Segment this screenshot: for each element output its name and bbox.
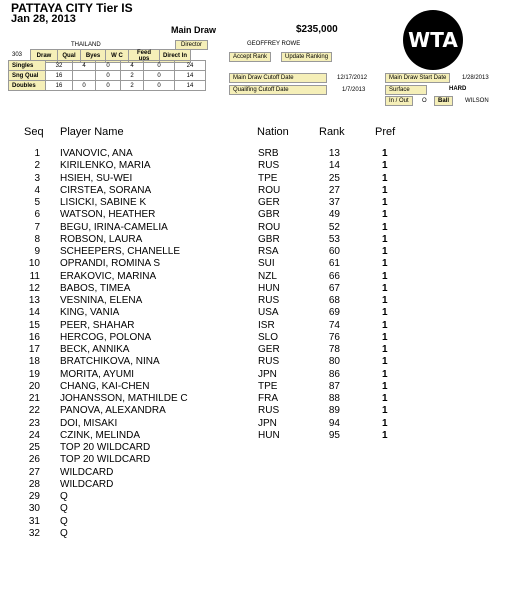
player-nation: GBR: [258, 233, 280, 245]
ball-button[interactable]: Ball: [434, 96, 453, 106]
player-pref: 1: [382, 184, 388, 196]
qual-cutoff-value: 1/7/2013: [342, 87, 366, 93]
player-seq: 17: [28, 344, 40, 355]
player-row[interactable]: [0, 185, 507, 197]
player-seq: 10: [28, 258, 40, 270]
player-name: BEGU, IRINA-CAMELIA: [60, 221, 168, 233]
player-nation: SUI: [258, 258, 275, 270]
player-name: HSIEH, SU-WEI: [60, 172, 133, 184]
draw-cell: 0: [144, 81, 175, 91]
player-rank: 95: [328, 429, 340, 441]
player-seq: 20: [28, 380, 40, 392]
start-date-value: 1/28/2013: [462, 75, 489, 81]
draw-cell: 14: [175, 81, 206, 91]
player-seq: 21: [28, 393, 40, 404]
draw-cell: 16: [46, 71, 73, 81]
player-row[interactable]: [0, 381, 507, 393]
player-nation: HUN: [258, 429, 280, 441]
player-name: BABOS, TIMEA: [60, 282, 131, 294]
draw-count-label: 303: [12, 52, 23, 58]
player-row[interactable]: [0, 258, 507, 270]
player-rank: 68: [328, 295, 340, 306]
player-seq: 13: [28, 295, 40, 306]
player-seq: 2: [34, 160, 40, 172]
player-rank: 94: [328, 417, 340, 429]
director-button[interactable]: Director: [175, 40, 208, 50]
player-seq: 8: [34, 233, 40, 245]
player-name: TOP 20 WILDCARD: [60, 442, 151, 453]
player-name: PANOVA, ALEXANDRA: [60, 405, 166, 417]
player-nation: RUS: [258, 356, 280, 368]
col-header-seq: Seq: [24, 126, 44, 138]
draw-col-qual: Qual: [58, 50, 81, 63]
player-rank: 61: [328, 258, 340, 270]
col-header-name: Player Name: [60, 126, 124, 138]
player-row[interactable]: [0, 222, 507, 234]
player-name: PEER, SHAHAR: [60, 319, 135, 331]
player-pref: 1: [382, 148, 388, 159]
player-row[interactable]: [0, 503, 507, 515]
draw-title: Main Draw: [171, 25, 217, 35]
player-rank: 69: [328, 307, 340, 319]
wta-logo: [403, 10, 463, 70]
player-nation: RSA: [258, 246, 279, 257]
player-rank: 67: [328, 282, 340, 294]
player-row[interactable]: [0, 479, 507, 491]
player-pref: 1: [382, 233, 388, 245]
player-row[interactable]: [0, 283, 507, 295]
player-row[interactable]: [0, 197, 507, 209]
draw-col-wc: W C: [106, 50, 129, 63]
player-rank: 14: [328, 160, 340, 172]
col-header-nation: Nation: [257, 126, 289, 138]
start-date-label: Main Draw Start Date: [385, 73, 450, 83]
director-name: GEOFFREY ROWE: [247, 41, 301, 47]
player-seq: 3: [34, 172, 40, 184]
player-name: MORITA, AYUMI: [60, 368, 135, 380]
player-name: HERCOG, POLONA: [60, 331, 152, 343]
player-pref: 1: [382, 282, 388, 294]
draw-cell: 32: [46, 61, 73, 71]
player-row[interactable]: [0, 160, 507, 172]
player-row[interactable]: [0, 430, 507, 442]
player-name: DOI, MISAKI: [60, 417, 118, 429]
player-seq: 31: [28, 515, 40, 527]
player-row[interactable]: [0, 442, 507, 454]
player-name: ERAKOVIC, MARINA: [60, 270, 157, 282]
ball-value: WILSON: [465, 98, 489, 104]
player-name: LISICKI, SABINE K: [60, 197, 147, 208]
player-row[interactable]: [0, 209, 507, 221]
draw-cell: 4: [73, 61, 96, 71]
player-seq: 5: [34, 197, 40, 208]
player-pref: 1: [382, 172, 388, 184]
wta-logo-text: WTA: [408, 28, 458, 52]
accept-rank-button[interactable]: Accept Rank: [229, 52, 271, 62]
player-seq: 14: [28, 307, 40, 319]
col-header-rank: Rank: [319, 126, 345, 138]
draw-cell: 0: [144, 61, 175, 71]
main-cutoff-value: 12/17/2012: [337, 75, 368, 81]
player-row[interactable]: [0, 491, 507, 503]
player-row[interactable]: [0, 344, 507, 356]
draw-cell: 0: [73, 81, 96, 91]
player-name: Q: [60, 491, 68, 502]
player-nation: FRA: [258, 393, 278, 404]
draw-cell: 16: [46, 81, 73, 91]
player-name: WATSON, HEATHER: [60, 209, 156, 221]
player-pref: 1: [382, 331, 388, 343]
player-name: CZINK, MELINDA: [60, 429, 141, 441]
player-seq: 23: [28, 417, 40, 429]
player-rank: 60: [328, 246, 340, 257]
country-label: THAILAND: [71, 42, 101, 48]
tournament-date: Jan 28, 2013: [11, 13, 76, 25]
player-row[interactable]: [0, 467, 507, 479]
player-name: IVANOVIC, ANA: [60, 148, 133, 159]
player-pref: 1: [382, 258, 388, 270]
player-seq: 22: [28, 405, 40, 417]
player-pref: 1: [382, 356, 388, 368]
player-nation: ROU: [258, 184, 281, 196]
player-nation: ROU: [258, 221, 281, 233]
player-row[interactable]: [0, 246, 507, 258]
player-nation: USA: [258, 307, 279, 319]
in-out-value: O: [422, 98, 427, 104]
player-rank: 76: [328, 331, 340, 343]
draw-cell: 14: [175, 71, 206, 81]
draw-table-row: [9, 81, 206, 91]
player-rank: 87: [328, 380, 340, 392]
player-nation: RUS: [258, 160, 280, 172]
player-name: KIRILENKO, MARIA: [60, 160, 151, 172]
player-name: SCHEEPERS, CHANELLE: [60, 246, 181, 257]
draw-cell: 2: [121, 81, 144, 91]
player-seq: 1: [34, 148, 40, 159]
player-pref: 1: [382, 344, 388, 355]
player-pref: 1: [382, 405, 388, 417]
draw-col-feedups: Feed ups: [129, 50, 160, 63]
player-seq: 26: [28, 454, 40, 466]
draw-row-label: Sng Qual: [9, 71, 46, 81]
player-nation: GER: [258, 197, 280, 208]
player-nation: TPE: [258, 380, 278, 392]
player-row[interactable]: [0, 356, 507, 368]
player-nation: RUS: [258, 405, 280, 417]
player-rank: 88: [328, 393, 340, 404]
player-row[interactable]: [0, 307, 507, 319]
player-rank: 52: [328, 221, 340, 233]
player-pref: 1: [382, 160, 388, 172]
tournament-title: PATTAYA CITY Tier IS: [11, 1, 133, 15]
player-seq: 27: [28, 466, 40, 478]
player-nation: GBR: [258, 209, 280, 221]
draw-table-row: [9, 71, 206, 81]
player-row[interactable]: [0, 528, 507, 540]
player-row[interactable]: [0, 320, 507, 332]
draw-cell: 0: [96, 71, 121, 81]
player-rank: 53: [328, 233, 340, 245]
player-rank: 25: [328, 172, 340, 184]
draw-cell: 0: [96, 61, 121, 71]
draw-cell: 24: [175, 61, 206, 71]
player-row[interactable]: [0, 418, 507, 430]
player-name: KING, VANIA: [60, 307, 120, 319]
player-name: CHANG, KAI-CHEN: [60, 380, 150, 392]
player-seq: 32: [28, 527, 40, 539]
player-seq: 11: [29, 270, 40, 282]
player-name: ROBSON, LAURA: [60, 233, 143, 245]
player-rank: 86: [328, 368, 340, 380]
player-row[interactable]: [0, 271, 507, 283]
player-name: WILDCARD: [60, 466, 114, 478]
player-nation: NZL: [258, 270, 277, 282]
player-name: JOHANSSON, MATHILDE C: [60, 393, 188, 404]
player-nation: TPE: [258, 172, 278, 184]
draw-table-row: [9, 61, 206, 71]
player-row[interactable]: [0, 369, 507, 381]
draw-row-label: Singles: [9, 61, 46, 71]
player-seq: 9: [34, 246, 40, 257]
player-seq: 6: [34, 209, 40, 221]
player-name: WILDCARD: [60, 478, 114, 490]
player-nation: GER: [258, 344, 280, 355]
player-row[interactable]: [0, 516, 507, 528]
update-ranking-button[interactable]: Update Ranking: [281, 52, 332, 62]
player-seq: 25: [28, 442, 40, 453]
player-pref: 1: [382, 209, 388, 221]
player-name: TOP 20 WILDCARD: [60, 454, 151, 466]
player-nation: RUS: [258, 295, 280, 306]
player-name: BECK, ANNIKA: [60, 344, 130, 355]
player-seq: 30: [28, 503, 40, 515]
player-row[interactable]: [0, 295, 507, 307]
player-rank: 13: [328, 148, 340, 159]
player-seq: 29: [28, 491, 40, 502]
player-rank: 49: [328, 209, 340, 221]
draw-cell: 4: [121, 61, 144, 71]
in-out-button[interactable]: In / Out: [385, 96, 413, 106]
surface-label: Surface: [385, 85, 427, 95]
player-pref: 1: [382, 197, 388, 208]
player-name: Q: [60, 515, 68, 527]
player-seq: 4: [34, 184, 40, 196]
player-name: Q: [60, 503, 68, 515]
player-pref: 1: [382, 246, 388, 257]
player-rank: 37: [328, 197, 340, 208]
main-cutoff-label: Main Draw Cutoff Date: [229, 73, 327, 83]
draw-col-byes: Byes: [81, 50, 106, 63]
draw-cell: 2: [121, 71, 144, 81]
player-row[interactable]: [0, 405, 507, 417]
player-pref: 1: [382, 368, 388, 380]
qual-cutoff-label: Qualifing Cutoff Date: [229, 85, 327, 95]
player-pref: 1: [382, 319, 388, 331]
player-rank: 78: [328, 344, 340, 355]
player-pref: 1: [382, 417, 388, 429]
player-name: VESNINA, ELENA: [60, 295, 143, 306]
player-nation: SLO: [258, 331, 279, 343]
player-row[interactable]: [0, 393, 507, 405]
player-row[interactable]: [0, 234, 507, 246]
surface-value: HARD: [449, 86, 467, 92]
draw-col-draw: Draw: [31, 50, 58, 63]
player-row[interactable]: [0, 148, 507, 160]
draw-table-body: [8, 60, 206, 91]
prize-money: $235,000: [296, 24, 338, 35]
player-rank: 27: [328, 184, 340, 196]
player-nation: JPN: [258, 368, 277, 380]
player-pref: 1: [382, 221, 388, 233]
draw-col-directin: Direct In: [160, 50, 191, 63]
player-seq: 7: [34, 221, 40, 233]
player-row[interactable]: [0, 173, 507, 185]
player-pref: 1: [382, 429, 388, 441]
player-nation: ISR: [258, 319, 275, 331]
player-nation: HUN: [258, 282, 280, 294]
player-seq: 18: [28, 356, 40, 368]
player-nation: SRB: [258, 148, 279, 159]
player-rank: 74: [328, 319, 340, 331]
draw-row-label: Doubles: [9, 81, 46, 91]
draw-cell: [73, 71, 96, 81]
player-pref: 1: [382, 393, 388, 404]
player-seq: 28: [28, 478, 40, 490]
player-rank: 89: [328, 405, 340, 417]
player-name: Q: [60, 527, 68, 539]
col-header-pref: Pref: [375, 126, 396, 138]
draw-cell: 0: [96, 81, 121, 91]
player-seq: 15: [28, 319, 40, 331]
player-rank: 80: [328, 356, 340, 368]
player-pref: 1: [382, 307, 388, 319]
player-pref: 1: [382, 295, 388, 306]
player-row[interactable]: [0, 332, 507, 344]
player-rank: 66: [328, 270, 340, 282]
player-name: BRATCHIKOVA, NINA: [60, 356, 160, 368]
player-pref: 1: [382, 380, 388, 392]
player-name: CIRSTEA, SORANA: [60, 184, 152, 196]
player-pref: 1: [382, 270, 388, 282]
player-seq: 12: [28, 282, 40, 294]
draw-cell: 0: [144, 71, 175, 81]
player-seq: 19: [28, 368, 40, 380]
player-seq: 16: [28, 331, 40, 343]
player-row[interactable]: [0, 454, 507, 466]
player-seq: 24: [28, 429, 40, 441]
player-name: OPRANDI, ROMINA S: [60, 258, 161, 270]
player-nation: JPN: [258, 417, 277, 429]
